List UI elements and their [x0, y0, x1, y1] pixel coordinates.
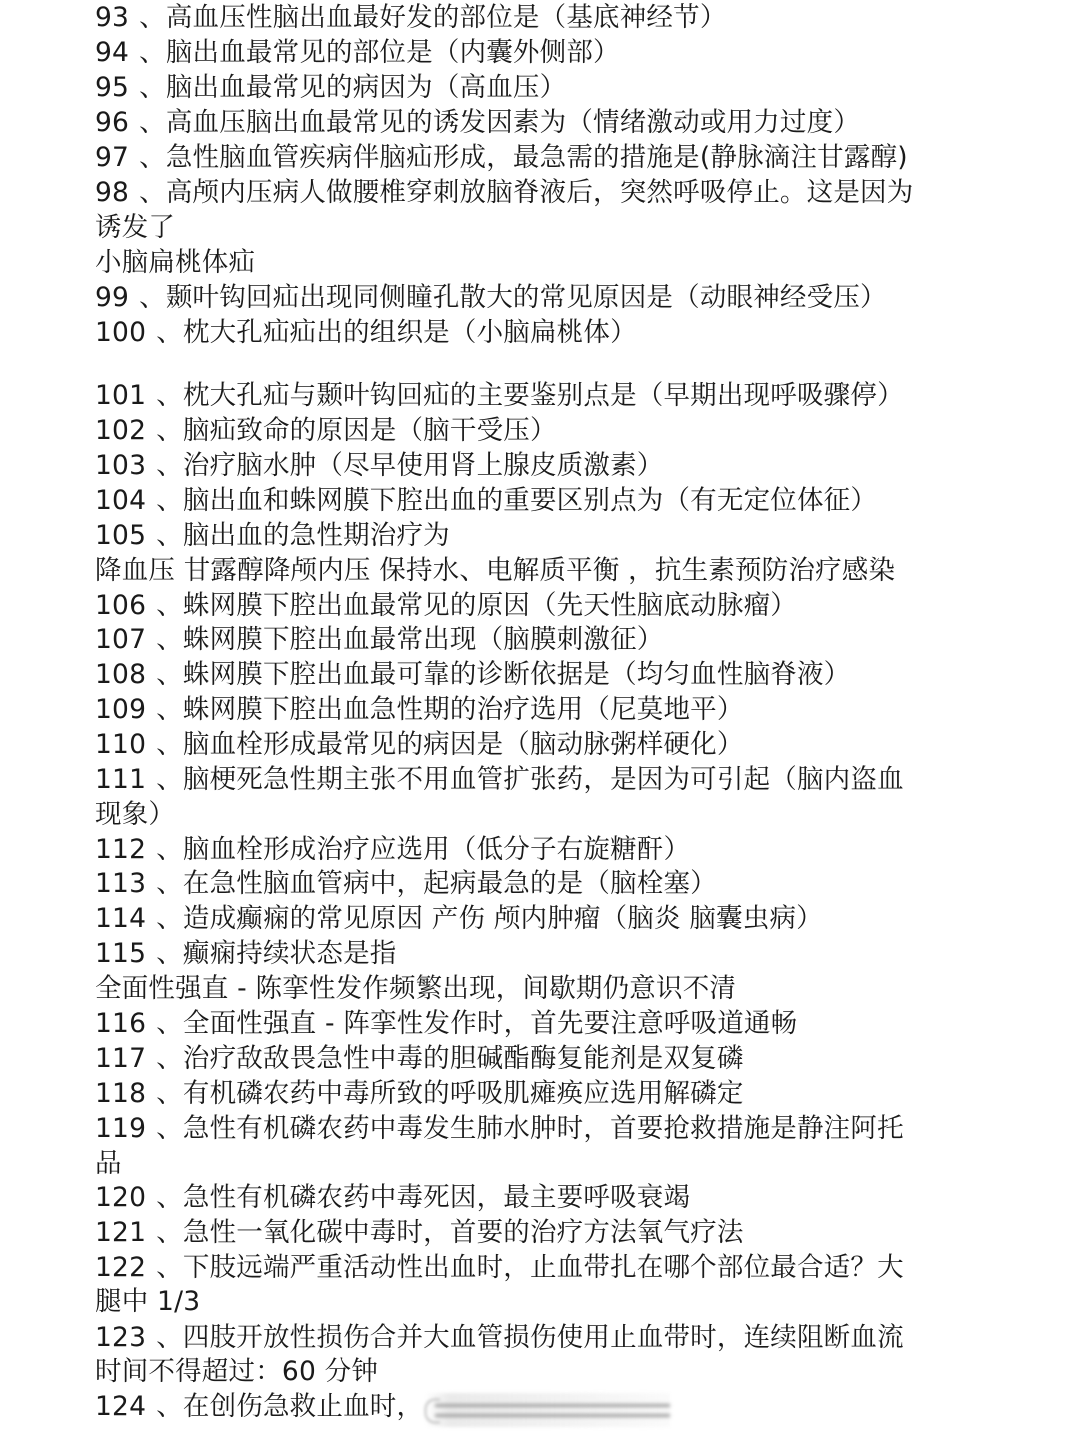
- item-text: 诱发了: [95, 212, 176, 243]
- item-number: 106: [95, 590, 147, 621]
- item-number: 98: [95, 177, 130, 208]
- item-number: 100: [95, 317, 147, 348]
- item-number: 95: [95, 72, 130, 103]
- item-number: 119: [95, 1113, 147, 1144]
- item-number: 105: [95, 520, 147, 551]
- item-number: 104: [95, 485, 147, 516]
- line-116: [95, 1007, 797, 1041]
- item-text: 、高血压脑出血最常见的诱发因素为（情绪激动或用力过度）: [139, 107, 861, 138]
- item-text: 、脑出血最常见的病因为（高血压）: [139, 72, 567, 103]
- item-number: 122: [95, 1252, 147, 1283]
- line-122-cont: [95, 1285, 200, 1319]
- item-text: 、蛛网膜下腔出血最常见的原因（先天性脑底动脉瘤）: [156, 590, 797, 621]
- item-text: 、有机磷农药中毒所致的呼吸肌瘫痪应选用解磷定: [156, 1078, 744, 1109]
- item-text: 、急性一氧化碳中毒时，首要的治疗方法氧气疗法: [156, 1217, 744, 1248]
- item-number: 102: [95, 415, 147, 446]
- item-number: 109: [95, 694, 147, 725]
- line-111-cont: [95, 798, 175, 832]
- item-number: 97: [95, 142, 130, 173]
- item-text: 、急性脑血管疾病伴脑疝形成，最急需的措施是(静脉滴注甘露醇): [139, 142, 908, 173]
- item-text: 、脑出血最常见的部位是（内囊外侧部）: [139, 37, 620, 68]
- line-122: [95, 1251, 904, 1285]
- item-number: 103: [95, 450, 147, 481]
- blurred-watermark: [425, 1393, 670, 1427]
- item-number: 111: [95, 764, 147, 795]
- line-93: [95, 1, 727, 35]
- line-95: [95, 71, 566, 105]
- item-number: 96: [95, 107, 130, 138]
- line-118: [95, 1077, 744, 1111]
- item-text: 、颞叶钩回疝出现同侧瞳孔散大的常见原因是（动眼神经受压）: [139, 282, 887, 313]
- line-94: [95, 36, 620, 70]
- item-text: 、四肢开放性损伤合并大血管损伤使用止血带时，连续阻断血流: [156, 1322, 904, 1353]
- item-number: 120: [95, 1182, 147, 1213]
- line-119: [95, 1112, 904, 1146]
- item-text: 、脑出血的急性期治疗为: [156, 520, 450, 551]
- item-text: 、在创伤急救止血时，: [156, 1391, 424, 1422]
- line-124: [95, 1390, 423, 1424]
- item-number: 114: [95, 903, 147, 934]
- item-text: 、脑血栓形成治疗应选用（低分子右旋糖酐）: [156, 834, 691, 865]
- line-98: [95, 176, 913, 210]
- item-text: 小脑扁桃体疝: [95, 247, 256, 278]
- item-number: 113: [95, 868, 147, 899]
- item-number: 112: [95, 834, 147, 865]
- line-104: [95, 484, 877, 518]
- line-106: [95, 589, 797, 623]
- item-text: 、脑疝致命的原因是（脑干受压）: [156, 415, 557, 446]
- item-number: 116: [95, 1008, 147, 1039]
- item-number: 93: [95, 2, 130, 33]
- line-100: [95, 316, 637, 350]
- item-text: 腿中 1/3: [95, 1286, 201, 1317]
- item-number: 110: [95, 729, 147, 760]
- line-102: [95, 414, 557, 448]
- item-text: 、枕大孔疝疝出的组织是（小脑扁桃体）: [156, 317, 637, 348]
- line-123-cont: [95, 1355, 378, 1389]
- line-117: [95, 1042, 744, 1076]
- item-text: 降血压 甘露醇降颅内压 保持水、电解质平衡 ，抗生素预防治疗感染: [95, 555, 896, 586]
- item-number: 121: [95, 1217, 147, 1248]
- line-105: [95, 519, 450, 553]
- item-text: 、癫痫持续状态是指: [156, 938, 397, 969]
- watermark-stroke: [435, 1404, 670, 1407]
- item-number: 115: [95, 938, 147, 969]
- item-text: 品: [95, 1148, 122, 1179]
- line-114: [95, 902, 823, 936]
- item-text: 、下肢远端严重活动性出血时，止血带扎在哪个部位最合适？大: [156, 1252, 904, 1283]
- line-120: [95, 1181, 690, 1215]
- item-text: 、脑梗死急性期主张不用血管扩张药，是因为可引起（脑内盗血: [156, 764, 904, 795]
- line-123: [95, 1321, 904, 1355]
- item-text: 、脑血栓形成最常见的病因是（脑动脉粥样硬化）: [156, 729, 744, 760]
- line-109: [95, 693, 744, 727]
- item-text: 、急性有机磷农药中毒死因，最主要呼吸衰竭: [156, 1182, 691, 1213]
- item-text: 时间不得超过：60 分钟: [95, 1356, 379, 1387]
- item-text: 、蛛网膜下腔出血急性期的治疗选用（尼莫地平）: [156, 694, 744, 725]
- item-text: 、高血压性脑出血最好发的部位是（基底神经节）: [139, 2, 727, 33]
- item-text: 、在急性脑血管病中，起病最急的是（脑栓塞）: [156, 868, 717, 899]
- line-108: [95, 658, 850, 692]
- line-98-cont-1: [95, 211, 175, 245]
- watermark-logo-icon: [425, 1399, 440, 1423]
- item-text: 、高颅内压病人做腰椎穿刺放脑脊液后，突然呼吸停止。这是因为: [139, 177, 914, 208]
- line-119-cont: [95, 1147, 122, 1181]
- item-number: 117: [95, 1043, 147, 1074]
- item-number: 101: [95, 380, 147, 411]
- line-113: [95, 867, 717, 901]
- line-103: [95, 449, 664, 483]
- line-96: [95, 106, 860, 140]
- item-number: 124: [95, 1391, 147, 1422]
- item-text: 、蛛网膜下腔出血最常出现（脑膜刺激征）: [156, 624, 664, 655]
- item-text: 、脑出血和蛛网膜下腔出血的重要区别点为（有无定位体征）: [156, 485, 878, 516]
- line-112: [95, 833, 690, 867]
- line-115: [95, 937, 397, 971]
- item-number: 99: [95, 282, 130, 313]
- item-number: 123: [95, 1322, 147, 1353]
- item-text: 、急性有机磷农药中毒发生肺水肿时，首要抢救措施是静注阿托: [156, 1113, 904, 1144]
- item-text: 全面性强直 - 陈挛性发作频繁出现，间歇期仍意识不清: [95, 973, 737, 1004]
- line-99: [95, 281, 887, 315]
- item-text: 、枕大孔疝与颞叶钩回疝的主要鉴别点是（早期出现呼吸骤停）: [156, 380, 904, 411]
- item-number: 94: [95, 37, 130, 68]
- line-98-answer: [95, 246, 255, 280]
- item-text: 、治疗脑水肿（尽早使用肾上腺皮质激素）: [156, 450, 664, 481]
- item-text: 、蛛网膜下腔出血最可靠的诊断依据是（均匀血性脑脊液）: [156, 659, 851, 690]
- item-text: 现象）: [95, 799, 176, 830]
- watermark-stroke: [435, 1414, 670, 1417]
- item-text: 、造成癫痫的常见原因 产伤 颅内肿瘤（脑炎 脑囊虫病）: [156, 903, 823, 934]
- item-text: 、全面性强直 - 阵挛性发作时，首先要注意呼吸道通畅: [156, 1008, 798, 1039]
- line-101: [95, 379, 904, 413]
- item-number: 118: [95, 1078, 147, 1109]
- line-97: [95, 141, 908, 175]
- line-115-answer: [95, 972, 736, 1006]
- item-number: 107: [95, 624, 147, 655]
- line-111: [95, 763, 904, 797]
- line-105-answer: [95, 554, 895, 588]
- line-107: [95, 623, 664, 657]
- item-number: 108: [95, 659, 147, 690]
- line-121: [95, 1216, 744, 1250]
- item-text: 、治疗敌敌畏急性中毒的胆碱酯酶复能剂是双复磷: [156, 1043, 744, 1074]
- line-110: [95, 728, 744, 762]
